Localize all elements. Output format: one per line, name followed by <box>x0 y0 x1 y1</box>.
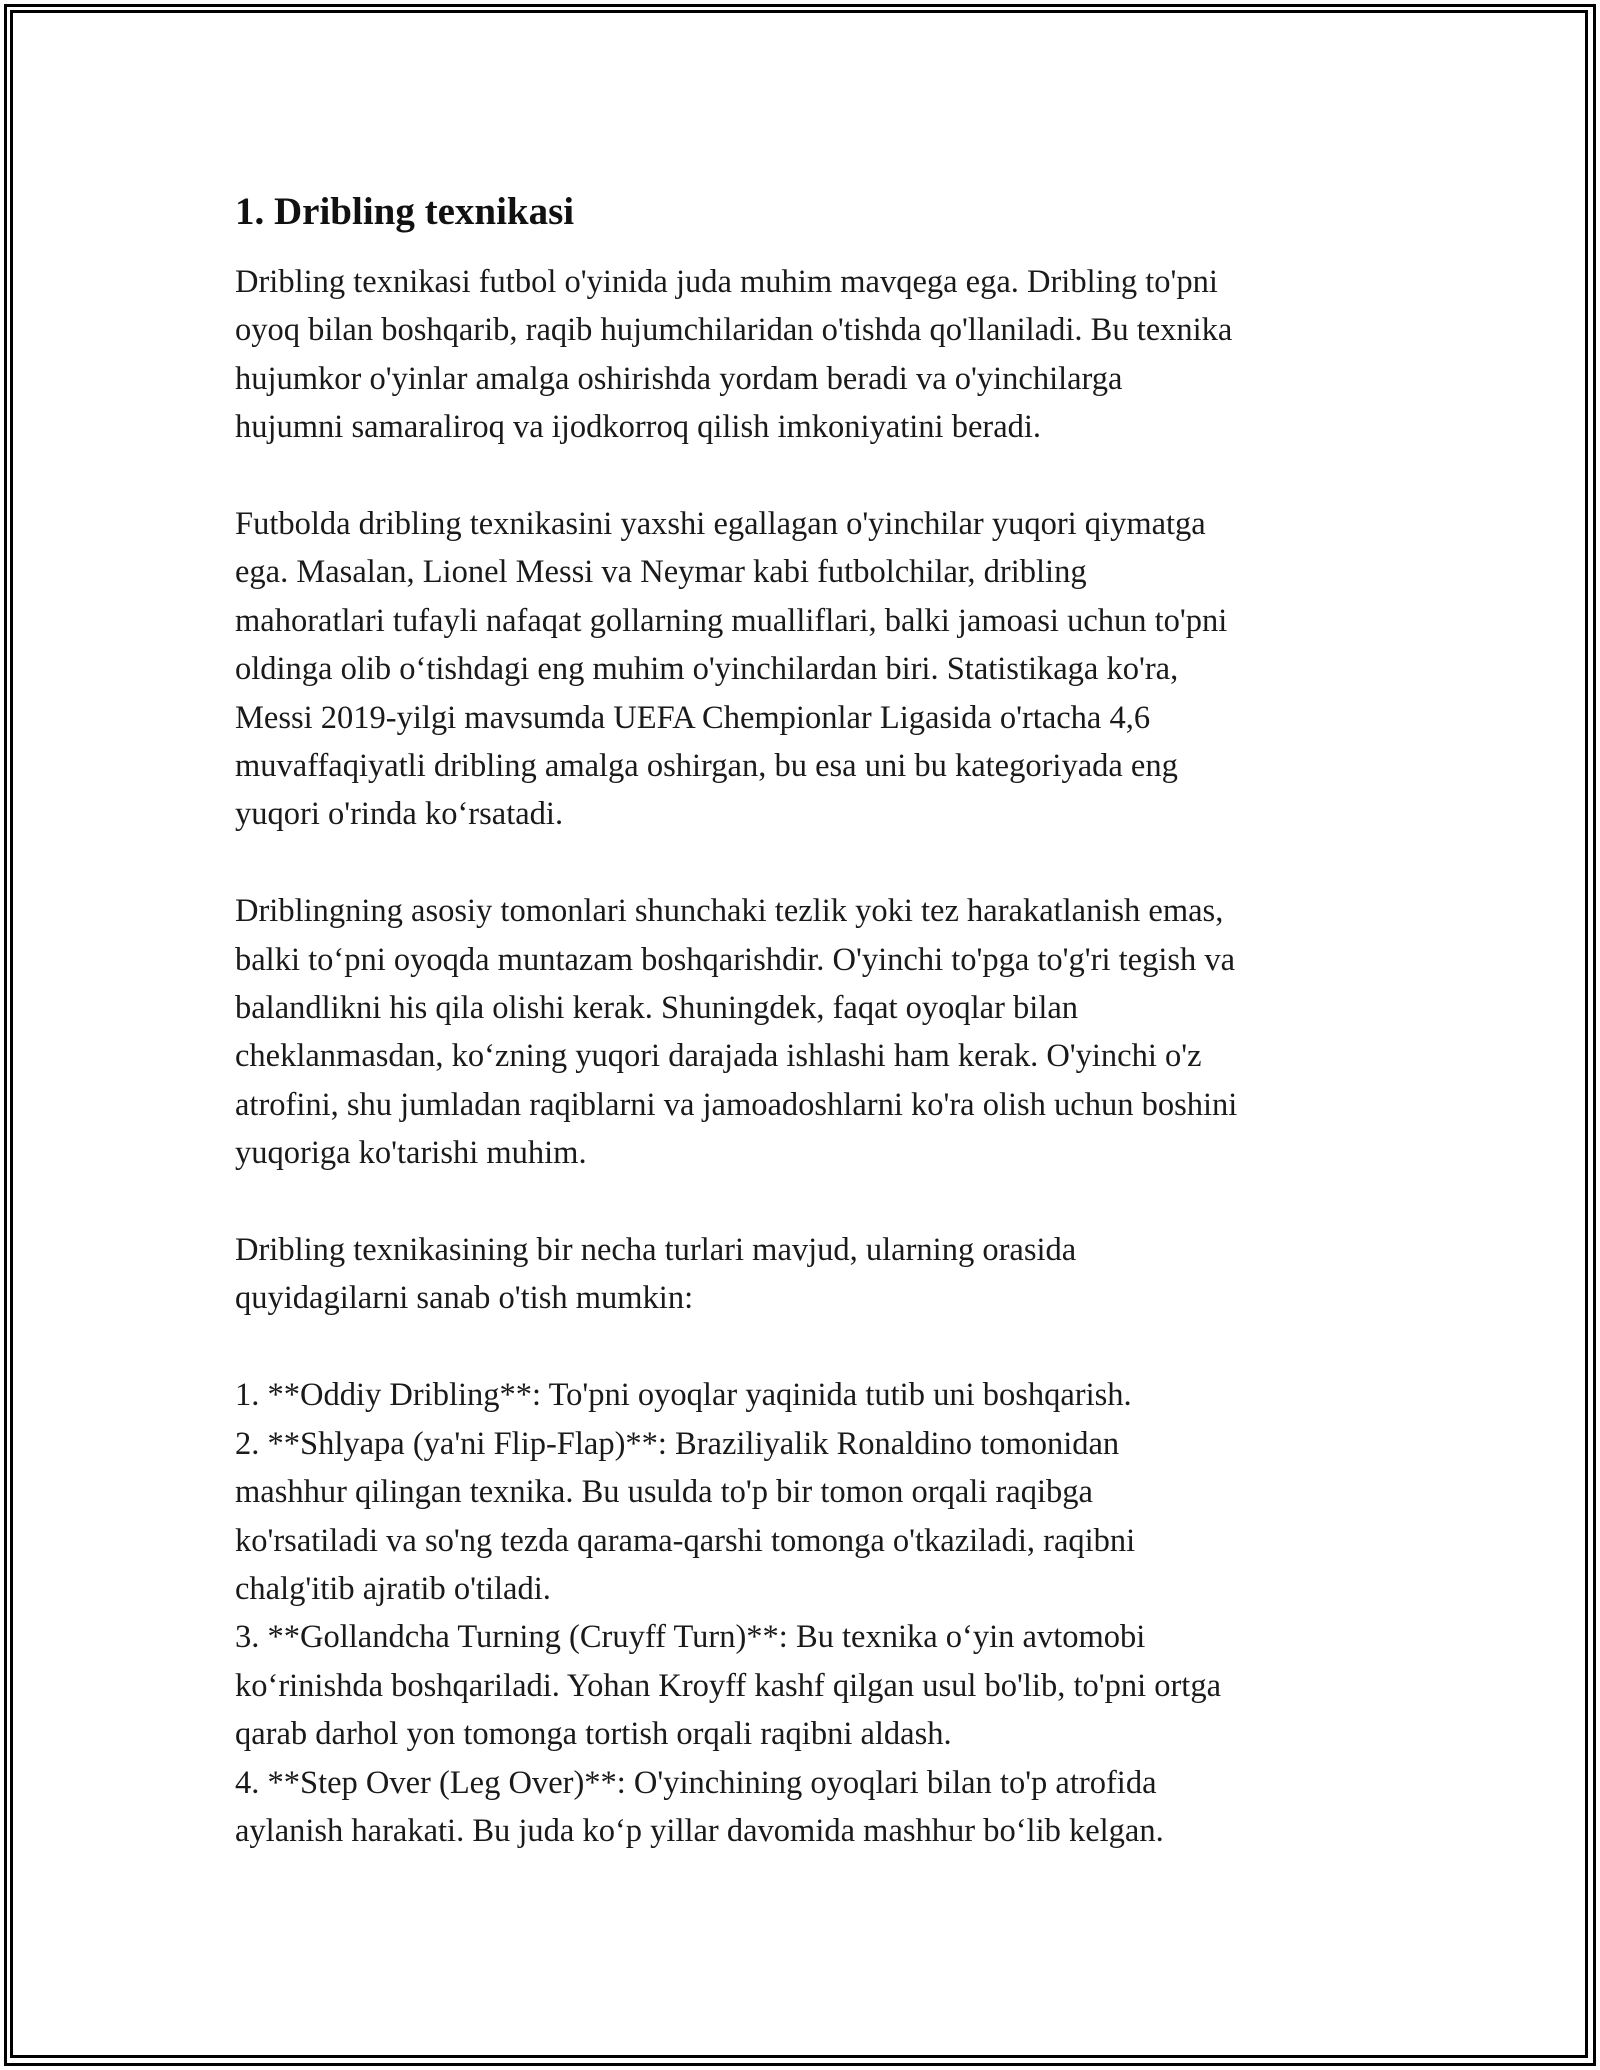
paragraph-players: Futbolda dribling texnikasini yaxshi egallagan o'yinchilar yuqori qiymatga ega. Masalan, Lionel Messi va Neymar kabi futbolchilar, dribling mahoratlari tufayli nafaqat gollarning mualliflari, balki jamoasi uchun to'pni oldinga olib o‘tishdagi eng muhim o'yinchilardan biri. Statistikaga ko'ra, Messi 2019-yilgi mavsumda UEFA Chempionlar Ligasida o'rtacha 4,6 muvaffaqiyatli dribling amalga oshirgan, bu esa uni bu kategoriyada eng yuqori o'rinda ko‘rsatadi. <box>235 506 1228 833</box>
paragraph-spacer <box>235 452 1395 500</box>
paragraph-aspects: Driblingning asosiy tomonlari shunchaki tezlik yoki tez harakatlanish emas, balki to‘pni oyoqda muntazam boshqarishdir. O'yinchi to'pga to'g'ri tegish va balandlikni his qila olishi kerak. Shuningdek, faqat oyoqlar bilan cheklanmasdan, ko‘zning yuqori darajada ishlashi ham kerak. O'yinchi o'z atrofini, shu jumladan raqiblarni va jamoadoshlarni ko'ra olish uchun boshini yuqoriga ko'tarishi muhim. <box>235 893 1238 1172</box>
paragraph-spacer <box>235 839 1395 887</box>
paragraph-spacer <box>235 1178 1395 1226</box>
paragraph-types-intro: Dribling texnikasining bir necha turlari mavjud, ularning orasida quyidagilarni sanab o'tish mumkin: <box>235 1232 1077 1317</box>
document-page <box>235 186 1395 1855</box>
paragraph-spacer <box>235 1323 1395 1371</box>
dribbling-types-list: 1. **Oddiy Dribling**: To'pni oyoqlar yaqinida tutib uni boshqarish. 2. **Shlyapa (ya'ni Flip-Flap)**: Braziliyalik Ronaldino tomonidan mashhur qilingan texnika. Bu usulda to'p bir tomon orqali raqibga ko'rsatiladi va so'ng tezda qarama-qarshi tomonga o'tkaziladi, raqibni chalg'itib ajratib o'tiladi. 3. **Gollandcha Turning (Cruyff Turn)**: Bu texnika o‘yin avtomobi ko‘rinishda boshqariladi. Yohan Kroyff kashf qilgan usul bo'lib, to'pni ortga qarab darhol yon tomonga tortish orqali raqibni aldash. 4. **Step Over (Leg Over)**: O'yinchining oyoqlari bilan to'p atrofida aylanish harakati. Bu juda ko‘p yillar davomida mashhur bo‘lib kelgan. <box>235 1377 1222 1849</box>
paragraph-intro: Dribling texnikasi futbol o'yinida juda muhim mavqega ega. Dribling to'pni oyoq bilan boshqarib, raqib hujumchilaridan o'tishda qo'llaniladi. Bu texnika hujumkor o'yinlar amalga oshirishda yordam beradi va o'yinchilarga hujumni samaraliroq va ijodkorroq qilish imkoniyatini beradi. <box>235 264 1233 446</box>
section-heading: 1. Dribling texnikasi <box>235 190 575 233</box>
